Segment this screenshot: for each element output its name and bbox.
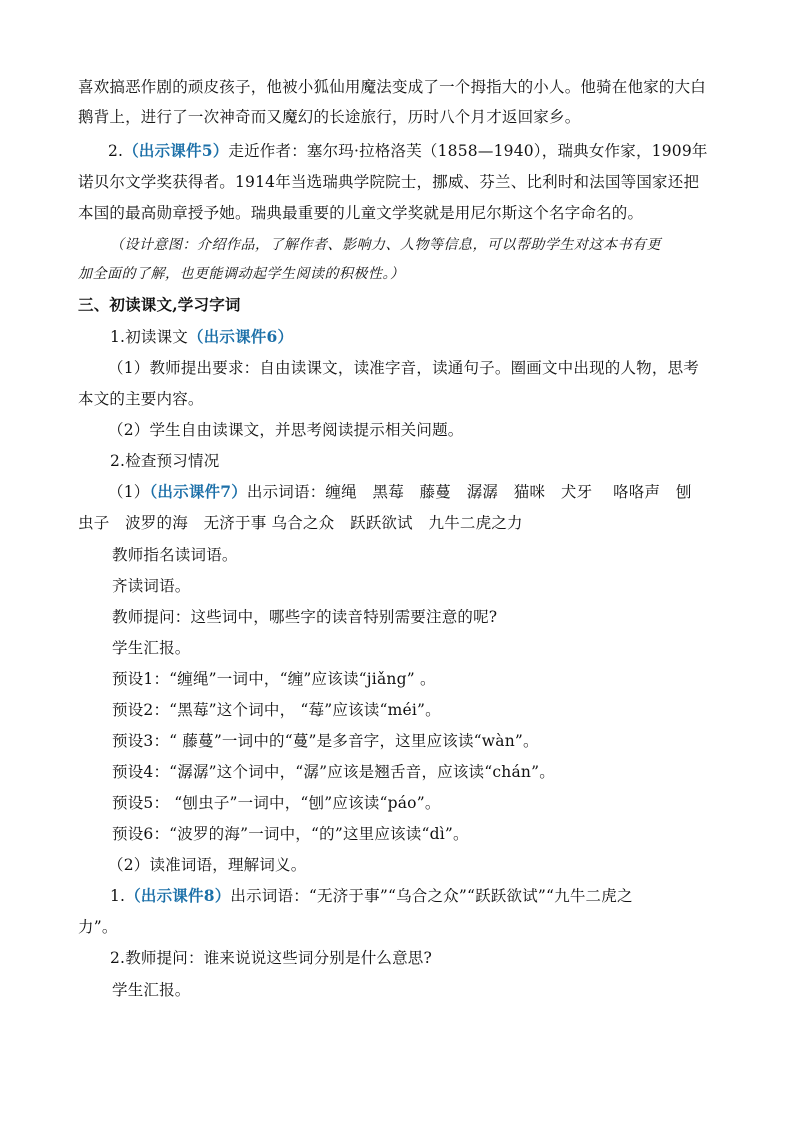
preset-1: 预设1：“缠绳”一词中，“缠”应该读“jiǎng” 。 <box>112 670 436 688</box>
word-list-line-2: 虫子 波罗的海 无济于事 乌合之众 跃跃欲试 九牛二虎之力 <box>78 514 523 532</box>
student-report: 学生汇报。 <box>112 639 191 657</box>
author-number: 2. <box>108 142 124 160</box>
word-list-text: 出示词语：缠绳 黑莓 藤蔓 潺潺 猫咪 犬牙 咯咯声 刨 <box>246 483 692 501</box>
preset-4: 预设4：“潺潺”这个词中，“潺”应该是翘舌音，应该读“chán”。 <box>112 763 555 781</box>
author-paragraph-first-line <box>108 141 708 161</box>
preset-6: 预设6：“波罗的海”一词中，“的”这里应该读“dì”。 <box>112 825 469 843</box>
preset-2: 预设2：“黑莓”这个词中， “莓”应该读“méi”。 <box>112 701 441 719</box>
step-1 <box>110 327 293 347</box>
teacher-question: 教师提问：这些词中，哪些字的读音特别需要注意的呢? <box>112 608 498 626</box>
item-1-text: 出示词语：“无济于事”“乌合之众”“跃跃欲试”“九牛二虎之 <box>230 887 633 905</box>
choral-reading: 齐读词语。 <box>112 577 191 595</box>
author-line-2: 诺贝尔文学奖获得者。1914年当选瑞典学院院士，挪威、芬兰、比利时和法国等国家还把 <box>78 173 700 191</box>
courseware-cue: （出示课件5） <box>123 141 229 160</box>
teacher-call-reading: 教师指名读词语。 <box>112 546 238 564</box>
step-2: 2.检查预习情况 <box>110 452 220 470</box>
intro-line-1: 喜欢搞恶作剧的顽皮孩子，他被小狐仙用魔法变成了一个拇指大的小人。他骑在他家的大白 <box>78 78 707 96</box>
author-text: 走近作者：塞尔玛·拉格洛芙（1858—1940），瑞典女作家，1909年 <box>228 142 708 160</box>
requirement-1-line-1: （1）教师提出要求：自由读课文，读准字音，读通句子。圈画文中出现的人物，思考 <box>108 359 699 377</box>
design-note-line-1: （设计意图：介绍作品，了解作者、影响力、人物等信息，可以帮助学生对这本书有更 <box>110 237 661 253</box>
preset-3: 预设3：“ 藤蔓”一词中的“蔓”是多音字，这里应该读“wàn”。 <box>112 732 539 750</box>
design-note-line-2: 加全面的了解，也更能调动起学生阅读的积极性。） <box>78 266 405 282</box>
courseware-cue: （出示课件7） <box>149 482 247 501</box>
requirement-2: （2）学生自由读课文，并思考阅读提示相关问题。 <box>108 421 464 439</box>
courseware-cue: （出示课件8） <box>125 886 231 905</box>
requirement-1-line-2: 本文的主要内容。 <box>78 390 204 408</box>
item-1-line-1 <box>110 886 633 906</box>
item-3-student-report: 学生汇报。 <box>112 981 191 999</box>
word-list-line-1 <box>108 482 692 502</box>
preset-5: 预设5： “刨虫子”一词中，“刨”应该读“páo”。 <box>112 794 441 812</box>
author-line-3: 本国的最高勋章授予她。瑞典最重要的儿童文学奖就是用尼尔斯这个名字命名的。 <box>78 204 644 222</box>
courseware-cue: （出示课件6） <box>188 327 294 346</box>
item-2-teacher-question: 2.教师提问：谁来说说这些词分别是什么意思? <box>110 949 432 967</box>
section-heading: 三、初读课文,学习字词 <box>78 295 241 314</box>
item-1-line-2: 力”。 <box>78 918 118 936</box>
intro-line-2: 鹅背上，进行了一次神奇而又魔幻的长途旅行，历时八个月才返回家乡。 <box>78 108 581 126</box>
word-list-prefix: （1） <box>108 483 150 501</box>
sub-step-2: （2）读准词语，理解词义。 <box>108 856 307 874</box>
step-1-label: 1.初读课文 <box>110 328 188 346</box>
item-1-number: 1. <box>110 887 126 905</box>
